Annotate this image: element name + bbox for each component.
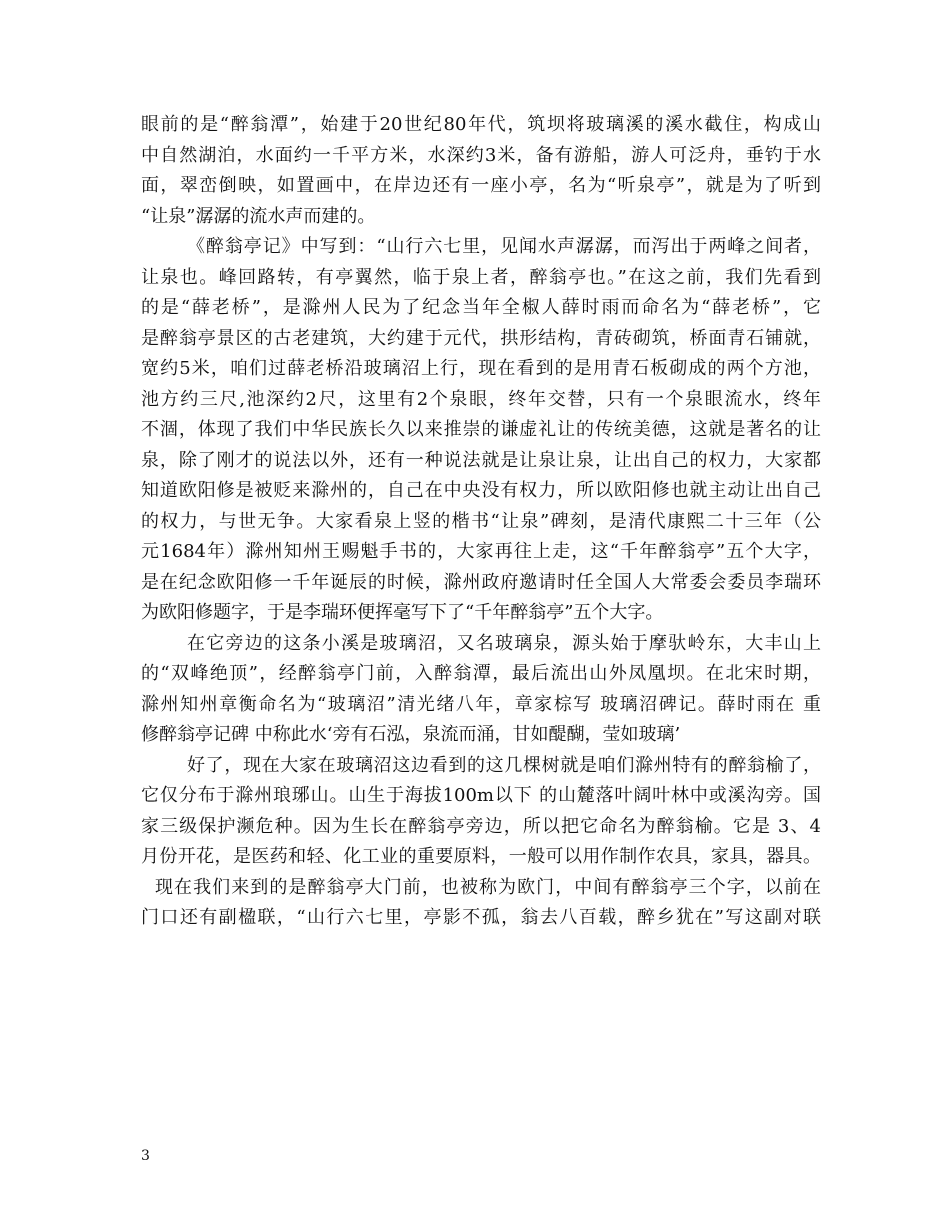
text-line: 的是“薛老桥”，是滁州人民为了纪念当年全椒人薛时雨而命名为“薛老桥”，它 — [141, 297, 821, 318]
text-line: 是醉翁亭景区的古老建筑，大约建于元代，拱形结构，青砖砌筑，桥面青石铺就， — [141, 327, 821, 349]
text-line: 修醉翁亭记碑 中称此水‘旁有石泓，泉流而涌，甘如醍醐，莹如玻璃’ — [141, 724, 681, 745]
text-line: 《醉翁亭记》中写到：“山行六七里，见闻水声潺潺，而泻出于两峰之间者， — [187, 236, 821, 257]
text-line: 是在纪念欧阳修一千年诞辰的时候，滁州政府邀请时任全国人大常委会委员李瑞环 — [141, 571, 821, 593]
text-line: 池方约三尺,池深约2尺，这里有2个泉眼，终年交替，只有一个泉眼流水，终年 — [141, 388, 821, 410]
text-line: 中自然湖泊，水面约一千平方米，水深约3米，备有游船，游人可泛舟，垂钓于水 — [141, 144, 821, 166]
text-line: 的权力，与世无争。大家看泉上竖的楷书“让泉”碑刻，是清代康熙二十三年（公 — [141, 510, 821, 532]
text-line: 宽约5米，咱们过薛老桥沿玻璃沼上行，现在看到的是用青石板砌成的两个方池， — [141, 358, 821, 379]
text-line: 在它旁边的这条小溪是玻璃沼，又名玻璃泉，源头始于摩驮岭东，大丰山上 — [187, 632, 821, 654]
text-line: 现在我们来到的是醉翁亭大门前，也被称为欧门，中间有醉翁亭三个字，以前在 — [155, 876, 821, 898]
text-line: 不涸，体现了我们中华民族长久以来推崇的谦虚礼让的传统美德，这就是著名的让 — [141, 419, 821, 440]
page-number: 3 — [141, 1148, 150, 1164]
text-line: 眼前的是“醉翁潭”，始建于20世纪80年代，筑坝将玻璃溪的溪水截住，构成山 — [141, 114, 821, 135]
text-line: 的“双峰绝顶”，经醉翁亭门前，入醉翁潭，最后流出山外凤凰坝。在北宋时期， — [141, 663, 821, 684]
text-line: 月份开花，是医药和轻、化工业的重要原料，一般可以用作制作农具，家具，器具。 — [141, 846, 821, 867]
text-line: 为欧阳修题字，于是李瑞环便挥毫写下了“千年醉翁亭”五个大字。 — [141, 602, 664, 623]
text-line: 泉，除了刚才的说法以外，还有一种说法就是让泉让泉，让出自己的权力，大家都 — [141, 449, 821, 471]
text-line: 让泉也。峰回路转，有亭翼然，临于泉上者，醉翁亭也。”在这之前，我们先看到 — [141, 266, 821, 288]
text-line: “让泉”潺潺的流水声而建的。 — [141, 205, 376, 227]
text-line: 元1684年）滁州知州王赐魁手书的，大家再往上走，这“千年醉翁亭”五个大字， — [141, 541, 821, 562]
text-line: 门口还有副楹联，“山行六七里，亭影不孤，翁去八百载，醉乡犹在”写这副对联 — [141, 907, 821, 928]
body-text — [141, 110, 821, 934]
text-line: 滁州知州章衡命名为“玻璃沼”清光绪八年，章家棕写 玻璃沼碑记。薛时雨在 重 — [141, 693, 821, 715]
text-line: 知道欧阳修是被贬来滁州的，自己在中央没有权力，所以欧阳修也就主动让出自己 — [141, 480, 821, 501]
text-line: 面，翠峦倒映，如置画中，在岸边还有一座小亭，名为“听泉亭”，就是为了听到 — [141, 175, 821, 196]
text-line: 好了，现在大家在玻璃沼这边看到的这几棵树就是咱们滁州特有的醉翁榆了， — [187, 754, 821, 776]
text-line: 家三级保护濒危种。因为生长在醉翁亭旁边，所以把它命名为醉翁榆。它是 3、4 — [141, 815, 821, 837]
text-line: 它仅分布于滁州琅琊山。山生于海拔100m以下 的山麓落叶阔叶林中或溪沟旁。国 — [141, 785, 821, 806]
